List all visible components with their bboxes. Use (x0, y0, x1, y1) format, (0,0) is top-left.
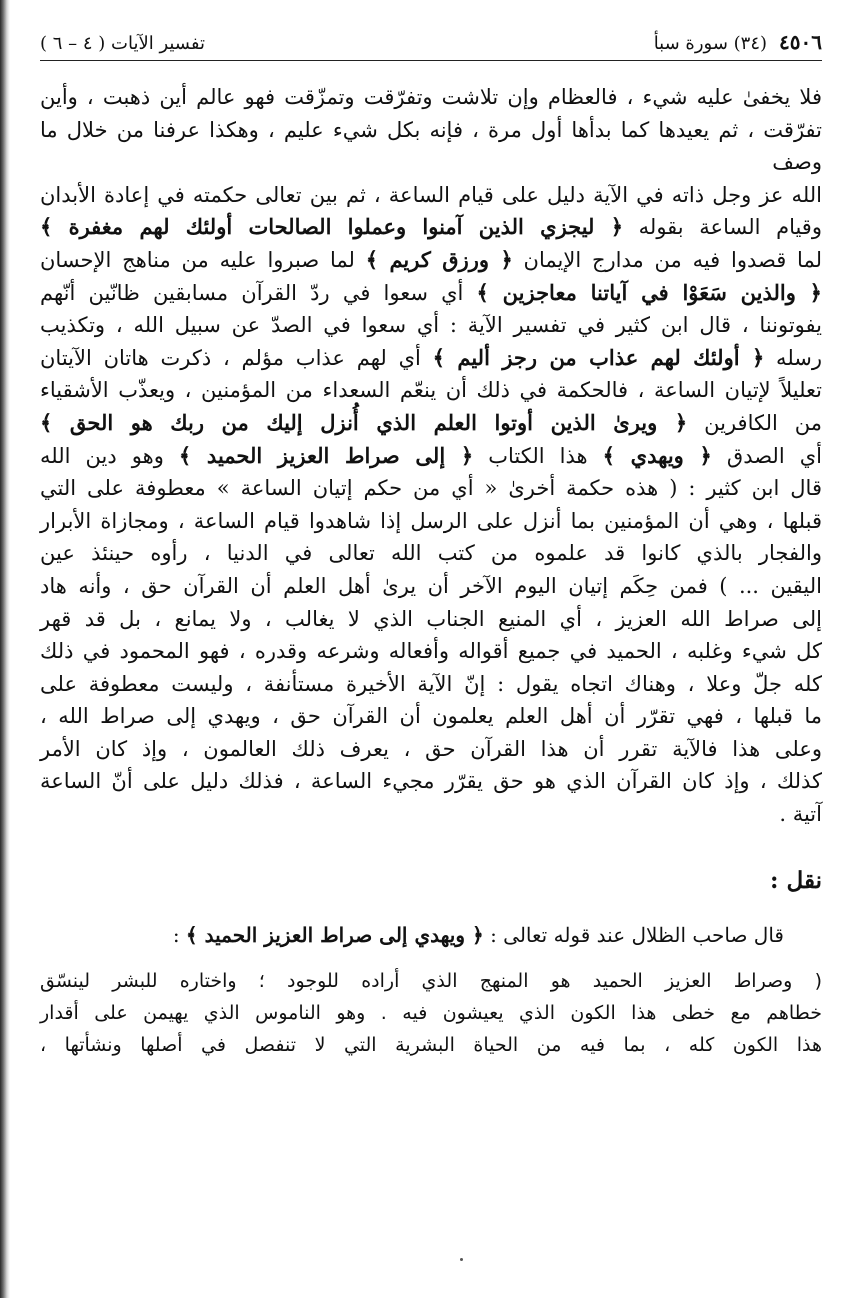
naql-heading: نقل : (770, 866, 822, 894)
text-segment: اليقين ... ) فمن حِكَم إتيان اليوم الآخر أن يرىٰ أهل العلم أن القرآن حق ، وأنه هاد (40, 573, 822, 598)
quote-intro (40, 919, 822, 951)
text-line (40, 635, 822, 668)
text-segment: من الكافرين (687, 410, 822, 435)
quote-line: هذا الكون كله ، بما فيه من الحياة البشرية التي لا تنفصل في أصلها ونشأتها ، (40, 1033, 822, 1056)
quran-verse-text: ﴿ ورزق كريم ﴾ (365, 246, 513, 272)
text-segment: قبلها ، وهي أن المؤمنين بما أنزل على الرسل إذا شاهدوا قيام الساعة ، ومجازاة الأبرار (40, 508, 822, 533)
text-line (40, 342, 822, 375)
quran-verse-text: ﴿ ويهدي إلى صراط العزيز الحميد ﴾ (185, 922, 484, 947)
quote-block (40, 965, 822, 1061)
text-segment: كله جلّ وعلا ، وهناك اتجاه يقول : إنّ الآية الأخيرة مستأنفة ، وليست معطوفة على (40, 671, 822, 696)
text-segment: لما صبروا عليه من مناهج الإحسان (40, 247, 366, 272)
page-speck (460, 1258, 463, 1261)
text-segment: فلا يخفىٰ عليه شيء ، فالعظام وإن تلاشت وتفرّقت وتمزّقت فهو عالم أين ذهبت ، وأين (40, 85, 822, 109)
text-segment: هذا الكتاب (473, 443, 603, 468)
text-segment: آتية . (779, 802, 822, 827)
text-line (40, 765, 822, 798)
text-line (40, 244, 822, 277)
text-segment: وهو دين الله (40, 443, 179, 468)
text-line (40, 114, 822, 179)
text-segment: لما قصدوا فيه من مدارج الإيمان (512, 247, 822, 272)
quran-verse-text: ﴿ ويرىٰ الذين أوتوا العلم الذي أُنزل إليك من ربك هو الحق ﴾ (40, 409, 688, 435)
quote-line: خطاهم مع خطى هذا الكون الذي يعيشون فيه . وهو الناموس الذي يهيمن على أقدار (40, 1001, 822, 1024)
text-segment: تعليلاً لإتيان الساعة ، فالحكمة في ذلك أن ينعّم السعداء من المؤمنين ، ويعذّب الأشقياء (40, 378, 822, 403)
text-line (40, 472, 822, 505)
quote-line: ( وصراط العزيز الحميد هو المنهج الذي أراده للوجود ؛ واختاره للبشر لينسّق (40, 969, 822, 992)
section-title: تفسير الآيات ( ٤ – ٦ ) (40, 33, 205, 54)
text-segment: أي سعوا في ردّ القرآن مسابقين ظانّين أنّهم (40, 280, 477, 305)
text-line (40, 407, 822, 440)
quran-verse-text: ﴿ إلى صراط العزيز الحميد ﴾ (178, 442, 474, 468)
text-line (40, 733, 822, 766)
quran-verse-text: ﴿ والذين سَعَوْا في آياتنا معاجزين ﴾ (476, 279, 822, 305)
quran-verse-text: ﴿ أولئك لهم عذاب من رجز أليم ﴾ (432, 344, 765, 370)
text-segment: والفجار بالذي كانوا قد علموه من كتب الله تعالى في الدنيا ، رأوه حينئذ عين (40, 541, 822, 566)
quran-verse-text: ﴿ ليجزي الذين آمنوا وعملوا الصالحات أولئك لهم مغفرة ﴾ (40, 214, 624, 240)
text-line (40, 570, 822, 603)
text-segment: أي الصدق (711, 443, 823, 468)
text-line (40, 211, 822, 244)
text-segment: إلى صراط الله العزيز ، أي المنيع الجناب الذي لا يغالب ، ولا يمانع ، بل قد قهر (40, 606, 822, 631)
text-segment: يفوتوننا ، قال ابن كثير في تفسير الآية : أي سعوا في الصدّ عن سبيل الله ، وتكذيب (40, 313, 822, 338)
text-line (40, 179, 822, 212)
text-line (40, 668, 822, 701)
text-segment: رسله (764, 345, 823, 370)
text-line (40, 81, 822, 114)
text-segment: كذلك ، وإذ كان القرآن الذي هو حق يقرّر مجيء الساعة ، فذلك دليل على أنّ الساعة (40, 769, 822, 794)
text-line (40, 440, 822, 473)
text-line (40, 374, 822, 407)
running-header (40, 30, 822, 61)
text-segment: وقيام الساعة بقوله (623, 215, 822, 240)
text-line (40, 537, 822, 570)
text-segment: وعلى هذا فالآية تقرر أن هذا القرآن حق ، يعرف ذلك العالمون ، وإذ كان الأمر (40, 736, 822, 761)
body-text (40, 81, 822, 831)
quran-verse-text: ﴿ ويهدي ﴾ (602, 442, 712, 468)
text-segment: قال ابن كثير : ( هذه حكمة أخرىٰ « أي من حكم إتيان الساعة » معطوفة على التي (40, 476, 822, 501)
book-binding-edge (0, 0, 10, 1298)
text-segment: كل شيء وغلبه ، الحميد في جميع أقواله وأفعاله وشرعه وقدره ، فهو المحمود في ذلك (40, 639, 822, 664)
page-number: ٤٥٠٦ (779, 30, 822, 54)
text-line (40, 277, 822, 310)
text-segment: : (172, 922, 186, 947)
text-segment: الله عز وجل ذاته في الآية دليل على قيام الساعة ، ثم بين تعالى حكمته في إعادة الأبدان (40, 182, 822, 207)
book-page (40, 30, 822, 1061)
text-segment: أي لهم عذاب مؤلم ، ذكرت هاتان الآيتان (40, 345, 433, 370)
text-segment: ما قبلها ، فهي تقرّر أن أهل العلم يعلمون أن القرآن حق ، ويهدي إلى صراط الله ، (40, 704, 822, 729)
text-segment: تفرّقت ، ثم يعيدها كما بدأها أول مرة ، فإنه بكل شيء عليم ، وهكذا عرفنا من خلال ما وصف (40, 117, 822, 175)
surah-title: (٣٤) سورة سبأ (653, 33, 768, 54)
text-segment: قال صاحب الظلال عند قوله تعالى : (483, 922, 784, 947)
header-right-group (654, 30, 822, 54)
text-line (40, 700, 822, 733)
text-line (40, 798, 822, 831)
text-line (40, 309, 822, 342)
text-line (40, 603, 822, 636)
text-line (40, 505, 822, 538)
